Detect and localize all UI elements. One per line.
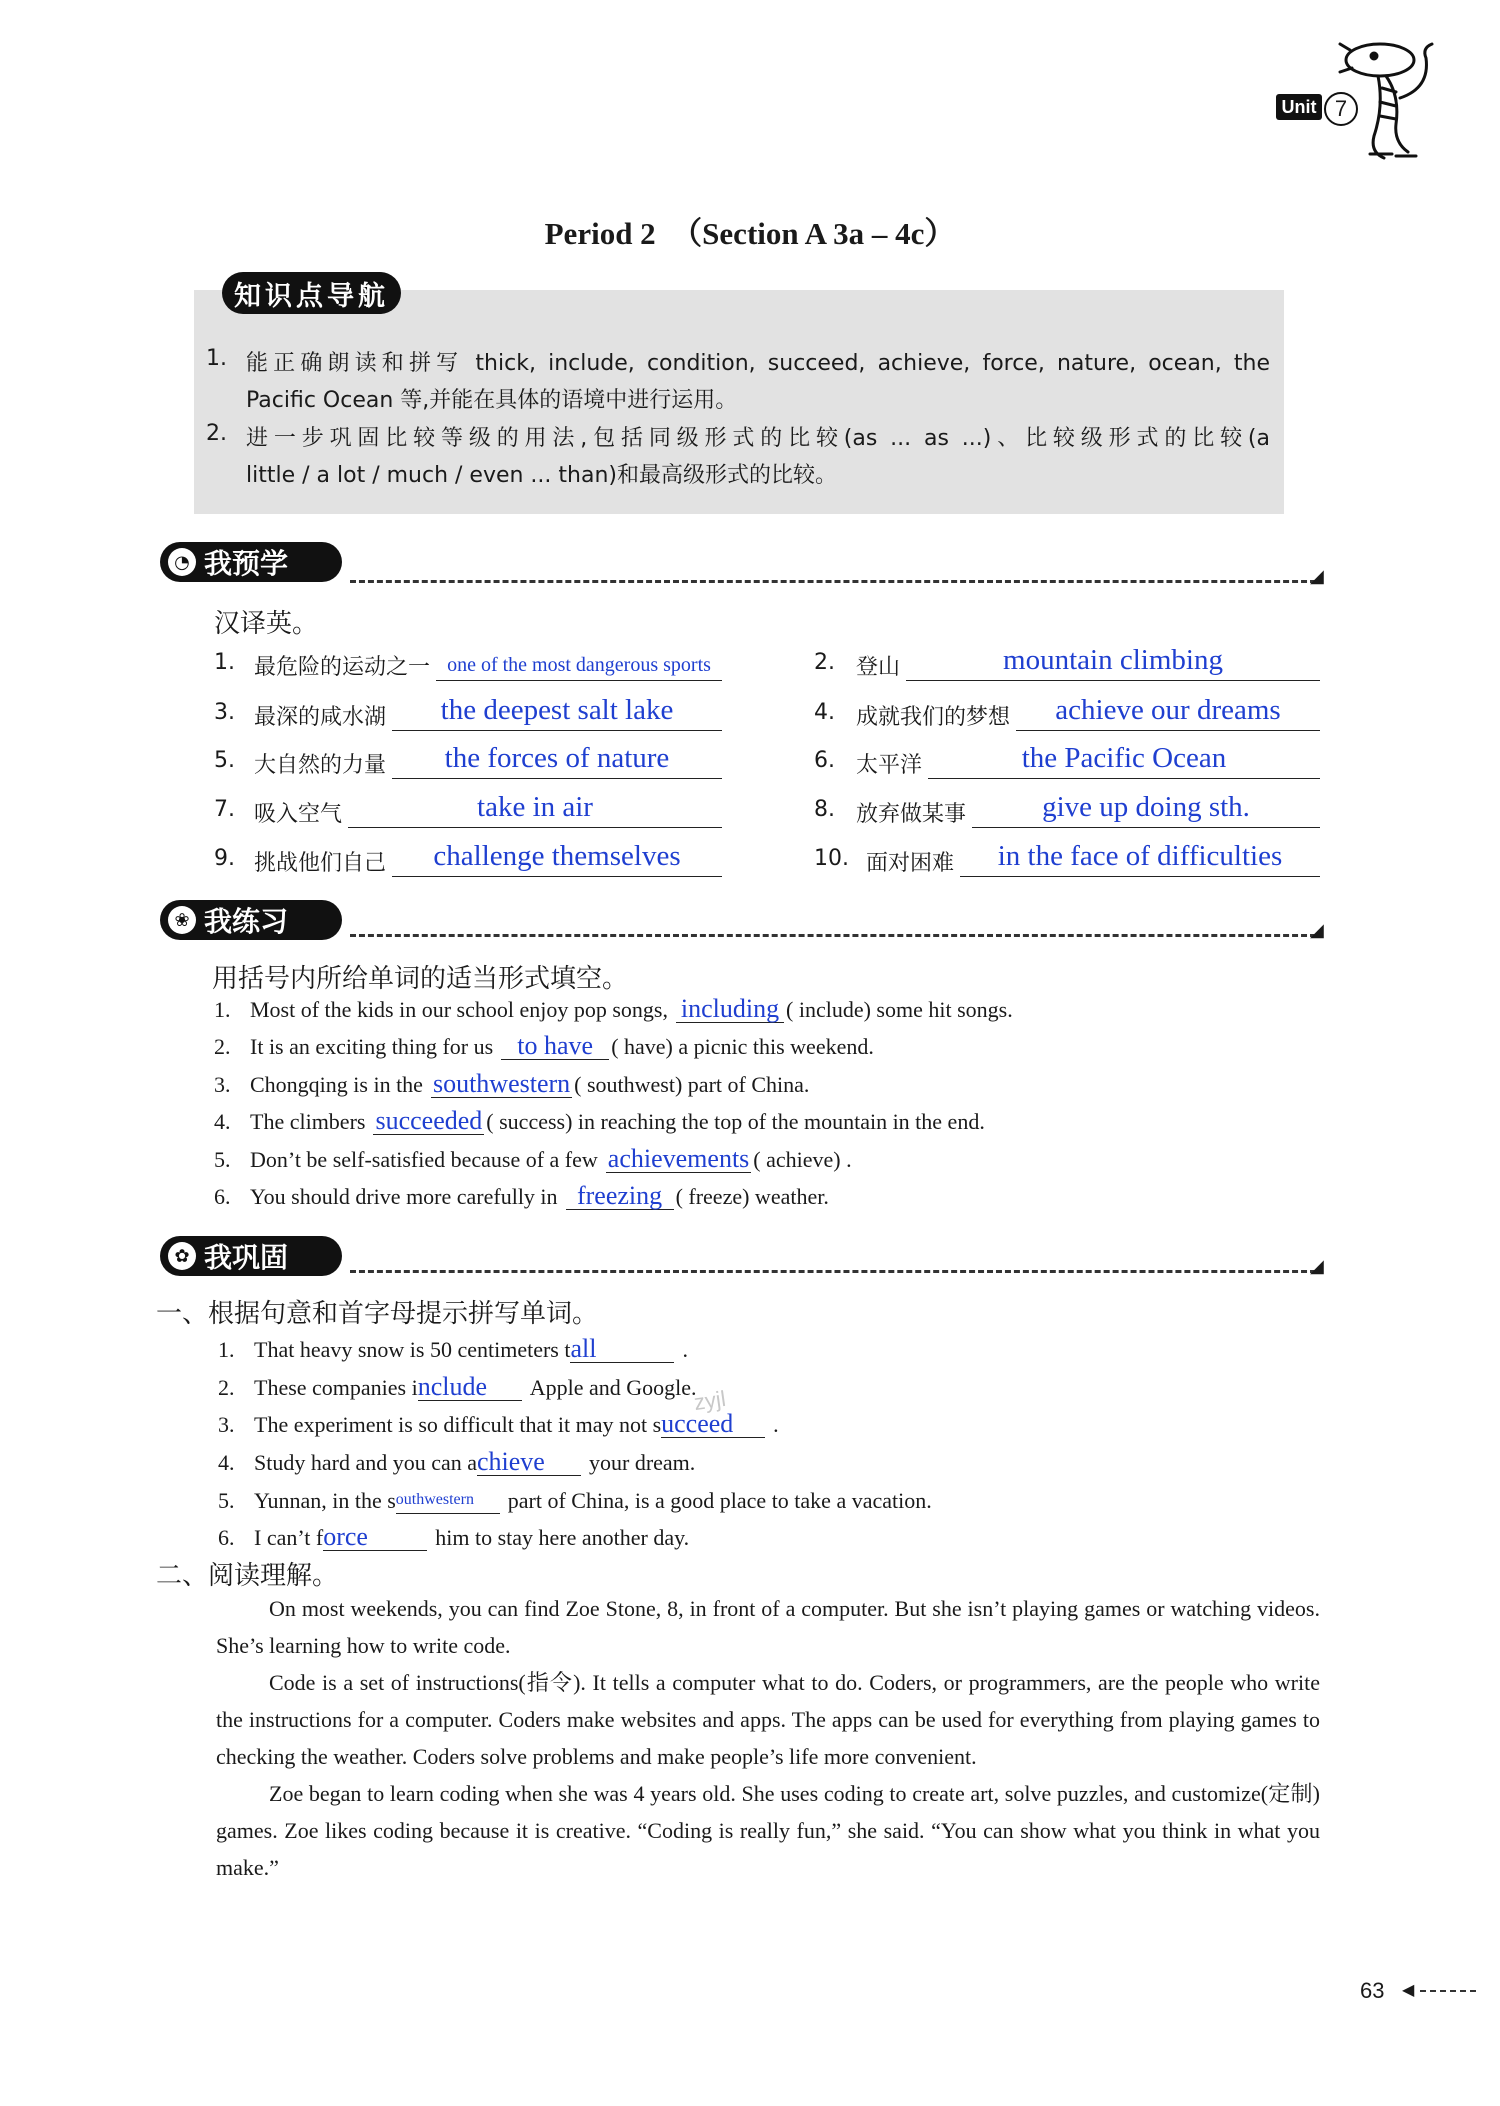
preview-item-prompt: 太平洋 xyxy=(856,753,923,778)
spelling-item-text-before: I can’t f xyxy=(254,1525,324,1550)
preview-item-number: 8. xyxy=(814,797,835,822)
preview-section-icon: ◔ xyxy=(168,548,196,576)
reading-paragraph: On most weekends, you can find Zoe Stone, 8, in front of a computer. But she isn’t playing games or watching videos. She’s learning how to write code. xyxy=(216,1596,1320,1658)
practice-item-text-before: Don’t be self-satisfied because of a few xyxy=(250,1147,598,1172)
answer-text: achieve our dreams xyxy=(1055,694,1281,726)
answer-text: give up doing sth. xyxy=(1042,791,1250,823)
practice-badge xyxy=(160,900,342,940)
preview-badge-label: 我预学 xyxy=(204,547,289,580)
answer-blank[interactable] xyxy=(436,680,722,681)
spelling-item-text-before: The experiment is so difficult that it may not s xyxy=(254,1412,662,1437)
consolidate-divider-arrow-icon: ◢ xyxy=(1310,1256,1324,1277)
preview-item-number: 9. xyxy=(214,846,235,871)
page-arrow-icon: ◀ xyxy=(1402,1980,1415,1999)
preview-item-prompt: 大自然的力量 xyxy=(254,753,387,778)
practice-item-text-before: The climbers xyxy=(250,1109,366,1134)
spelling-item-number: 5. xyxy=(218,1488,235,1513)
practice-item-text-after: ( success) in reaching the top of the mountain in the end. xyxy=(486,1109,985,1134)
spelling-item-number: 4. xyxy=(218,1450,235,1475)
objectives-badge xyxy=(222,272,401,314)
consolidate-badge xyxy=(160,1236,342,1276)
practice-item-number: 4. xyxy=(214,1109,231,1134)
practice-section-icon: ❀ xyxy=(168,906,196,934)
preview-item-number: 4. xyxy=(814,700,835,725)
preview-item-number: 2. xyxy=(814,650,835,675)
practice-item xyxy=(214,1108,985,1135)
answer-blank[interactable] xyxy=(928,778,1320,779)
practice-item-text-after: ( southwest) part of China. xyxy=(574,1072,810,1097)
answer-blank[interactable]: freezing xyxy=(566,1183,674,1210)
consolidate-divider xyxy=(350,1270,1316,1273)
practice-item xyxy=(214,1146,852,1173)
spelling-item-text-before: Yunnan, in the s xyxy=(254,1488,396,1513)
part2-title: 二、阅读理解。 xyxy=(156,1561,339,1591)
spelling-item-text-before: These companies i xyxy=(254,1375,418,1400)
answer-text: the deepest salt lake xyxy=(440,694,674,726)
spelling-item xyxy=(218,1374,697,1401)
preview-divider xyxy=(350,580,1316,583)
answer-text: the Pacific Ocean xyxy=(1021,742,1227,774)
tiger-mascot-icon xyxy=(1330,28,1440,168)
spelling-item xyxy=(218,1336,688,1363)
preview-item-prompt: 最危险的运动之一 xyxy=(254,655,431,680)
answer-blank[interactable] xyxy=(1016,730,1320,731)
answer-blank[interactable] xyxy=(348,827,722,828)
practice-item-text-before: Most of the kids in our school enjoy pop songs, xyxy=(250,997,668,1022)
practice-item-text-after: ( achieve) . xyxy=(753,1147,852,1172)
practice-instruction: 用括号内所给单词的适当形式填空。 xyxy=(212,964,629,994)
preview-item-prompt: 放弃做某事 xyxy=(856,802,967,827)
page-number-dashes xyxy=(1420,1990,1476,1992)
preview-item-prompt: 挑战他们自己 xyxy=(254,851,387,876)
answer-blank[interactable]: succeeded xyxy=(375,1106,483,1135)
practice-divider xyxy=(350,934,1316,937)
practice-item-number: 1. xyxy=(214,997,231,1022)
answer-blank[interactable]: to have xyxy=(501,1033,609,1060)
objective-2-line2: little / a lot / much / even ... than)和最高级形式的比较。 xyxy=(246,463,837,488)
consolidate-section-icon: ✿ xyxy=(168,1242,196,1270)
objective-1-line2: Pacific Ocean 等,并能在具体的语境中进行运用。 xyxy=(246,388,738,413)
practice-item-text-after: ( have) a picnic this weekend. xyxy=(611,1034,874,1059)
spelling-item-text-before: Study hard and you can a xyxy=(254,1450,477,1475)
answer-blank[interactable] xyxy=(906,680,1320,681)
preview-item-prompt: 登山 xyxy=(856,655,901,680)
practice-divider-arrow-icon: ◢ xyxy=(1310,920,1324,941)
unit-label: Unit xyxy=(1276,94,1322,120)
practice-badge-label: 我练习 xyxy=(204,905,289,938)
preview-item-prompt: 吸入空气 xyxy=(254,802,343,827)
practice-item-number: 6. xyxy=(214,1184,231,1209)
spelling-item-text-after: . xyxy=(682,1337,688,1362)
preview-item-prompt: 成就我们的梦想 xyxy=(856,705,1011,730)
page-title: Period 2 （Section A 3a – 4c） xyxy=(544,216,956,251)
answer-blank[interactable] xyxy=(392,876,722,877)
spelling-item xyxy=(218,1487,932,1514)
preview-divider-arrow-icon: ◢ xyxy=(1310,566,1324,587)
answer-text: challenge themselves xyxy=(433,840,681,872)
answer-blank[interactable]: ucceed xyxy=(661,1411,765,1438)
reading-passage xyxy=(216,1590,1320,1886)
answer-blank[interactable]: achievements xyxy=(607,1144,750,1173)
answer-blank[interactable] xyxy=(960,876,1320,877)
answer-text: mountain climbing xyxy=(1003,644,1223,676)
answer-blank[interactable]: including xyxy=(676,996,784,1023)
preview-badge xyxy=(160,542,342,582)
answer-blank[interactable]: southwestern xyxy=(432,1069,571,1098)
answer-text: the forces of nature xyxy=(444,742,670,774)
answer-blank[interactable]: all xyxy=(570,1336,674,1363)
page-number: 63 xyxy=(1360,1978,1385,2003)
practice-item-text-after: ( include) some hit songs. xyxy=(786,997,1013,1022)
answer-text: one of the most dangerous sports xyxy=(447,654,711,676)
objective-1-line1: 能正确朗读和拼写 thick, include, condition, succeed, achieve, force, nature, ocean, the xyxy=(246,351,1270,376)
preview-item-prompt: 面对困难 xyxy=(866,851,955,876)
preview-item-number: 1. xyxy=(214,650,235,675)
objective-1-num: 1. xyxy=(206,346,227,371)
practice-item-number: 2. xyxy=(214,1034,231,1059)
spelling-item-number: 1. xyxy=(218,1337,235,1362)
answer-blank[interactable]: chieve xyxy=(477,1449,581,1476)
spelling-item xyxy=(218,1411,779,1438)
consolidate-badge-label: 我巩固 xyxy=(204,1241,289,1274)
answer-blank[interactable]: orce xyxy=(323,1524,427,1551)
preview-item-number: 6. xyxy=(814,748,835,773)
practice-item-number: 3. xyxy=(214,1072,231,1097)
answer-text: in the face of difficulties xyxy=(997,840,1283,872)
preview-item-number: 5. xyxy=(214,748,235,773)
spelling-item-text-after: part of China, is a good place to take a vacation. xyxy=(507,1488,932,1513)
answer-blank[interactable]: outhwestern xyxy=(396,1487,500,1514)
spelling-item-text-after: Apple and Google. xyxy=(529,1375,697,1400)
preview-item-number: 10. xyxy=(814,846,849,871)
objective-2-line1: 进一步巩固比较等级的用法,包括同级形式的比较(as ... as ...)、比较级形式的比较(a xyxy=(246,426,1270,451)
preview-item-prompt: 最深的咸水湖 xyxy=(254,705,387,730)
spelling-item-text-after: him to stay here another day. xyxy=(435,1525,690,1550)
part1-title: 一、根据句意和首字母提示拼写单词。 xyxy=(156,1299,599,1329)
spelling-item-number: 3. xyxy=(218,1412,235,1437)
answer-blank[interactable] xyxy=(972,827,1320,828)
objective-2-num: 2. xyxy=(206,421,227,446)
practice-item-text-before: It is an exciting thing for us xyxy=(250,1034,494,1059)
practice-item-text-before: Chongqing is in the xyxy=(250,1072,423,1097)
watermark: zyjl xyxy=(692,1385,728,1416)
objectives-badge-label: 知识点导航 xyxy=(234,280,389,312)
spelling-item-number: 6. xyxy=(218,1525,235,1550)
practice-item-text-before: You should drive more carefully in xyxy=(250,1184,558,1209)
reading-paragraph: Zoe began to learn coding when she was 4 years old. She uses coding to create art, solve puzzles, and customize(定制) games. Zoe likes coding because it is creative. “Coding is really fun,” she said. “You can show what you think in what you make.” xyxy=(216,1781,1320,1880)
practice-item-number: 5. xyxy=(214,1147,231,1172)
practice-item xyxy=(214,1071,809,1098)
spelling-item-text-before: That heavy snow is 50 centimeters t xyxy=(254,1337,571,1362)
preview-item-number: 7. xyxy=(214,797,235,822)
practice-item xyxy=(214,1033,874,1060)
answer-text: take in air xyxy=(477,791,593,823)
unit-number: 7 xyxy=(1324,92,1358,126)
spelling-item-number: 2. xyxy=(218,1375,235,1400)
preview-item-number: 3. xyxy=(214,700,235,725)
spelling-item-text-after: your dream. xyxy=(589,1450,696,1475)
spelling-item xyxy=(218,1524,689,1551)
answer-blank[interactable] xyxy=(392,730,722,731)
preview-instruction: 汉译英。 xyxy=(214,609,319,639)
answer-blank[interactable] xyxy=(392,778,722,779)
reading-paragraph: Code is a set of instructions(指令). It tells a computer what to do. Coders, or programmers, are the people who write the instructions for a computer. Coders make websites and apps. The apps can be used for everything from playing games to checking the weather. Coders solve problems and make people’s life more convenient. xyxy=(216,1670,1320,1769)
practice-item-text-after: ( freeze) weather. xyxy=(675,1184,829,1209)
answer-blank[interactable]: nclude xyxy=(418,1374,522,1401)
spelling-item xyxy=(218,1449,695,1476)
practice-item xyxy=(214,1183,829,1210)
practice-item xyxy=(214,996,1013,1023)
spelling-item-text-after: . xyxy=(773,1412,779,1437)
